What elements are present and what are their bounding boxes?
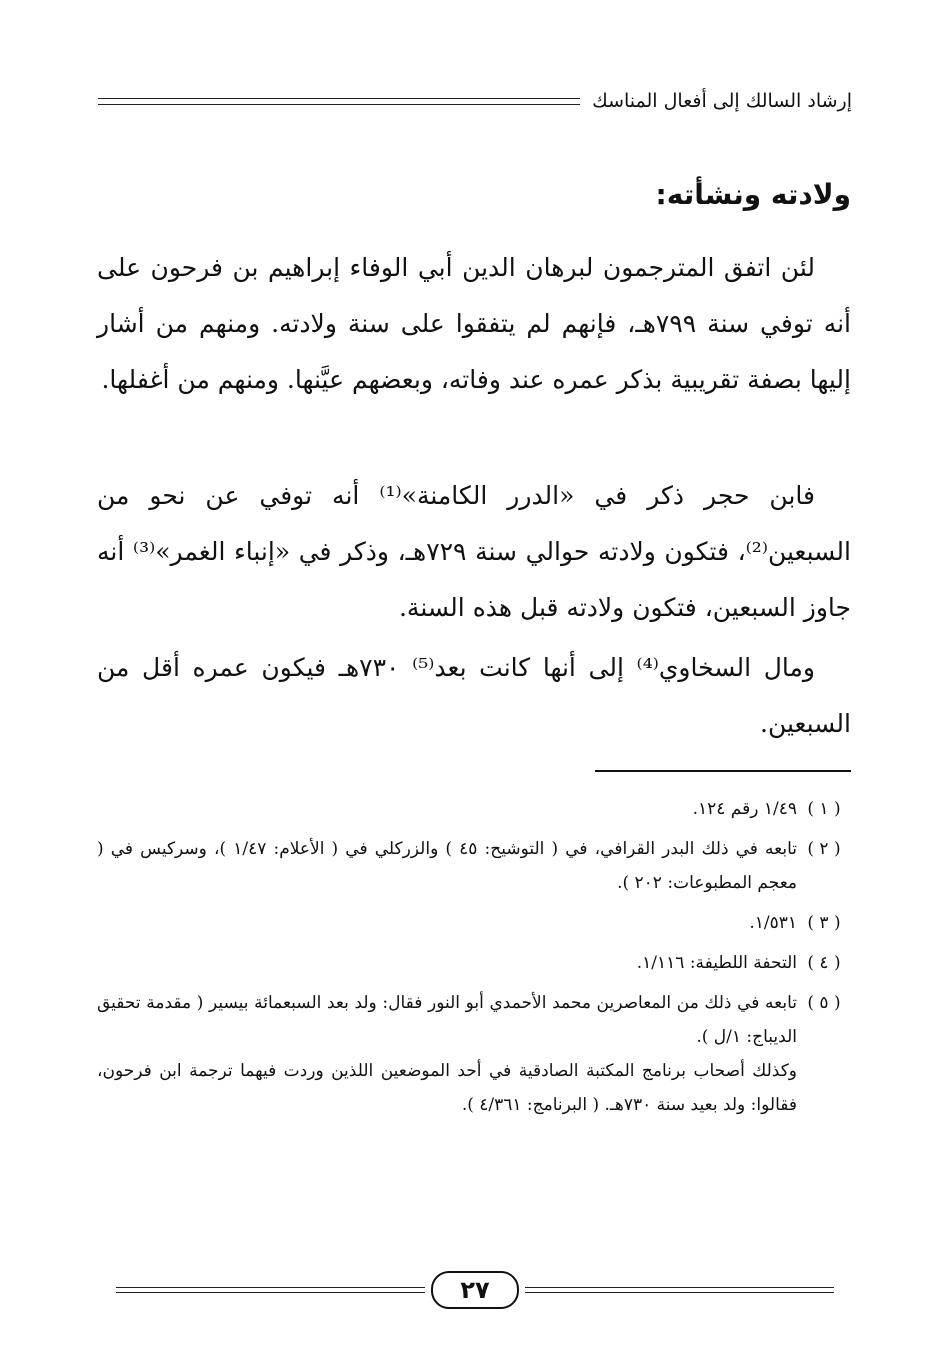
footnote-number: ( ٣ ) bbox=[807, 913, 841, 933]
footnote-line: ١/٤٩ رقم ١٢٤. bbox=[692, 799, 797, 819]
footnote-text bbox=[97, 906, 797, 940]
page-footer bbox=[116, 1272, 834, 1308]
footnote-line: وكذلك أصحاب برنامج المكتبة الصادقية في أحد الموضعين اللذين وردت فيهما ترجمة ابن فرحون، فقالوا: ولد بعيد سنة ٧٣٠هـ. ( البرنامج: ٤/٣٦١ ). bbox=[97, 1061, 797, 1115]
footnotes bbox=[97, 792, 851, 1128]
footnote-text bbox=[97, 832, 797, 900]
paragraph-text: فابن حجر ذكر في «الدرر الكامنة»⁽¹⁾ أنه توفي عن نحو من السبعين⁽²⁾، فتكون ولادته حوالي سنة ٧٢٩هـ، وذكر في «إنباء الغمر»⁽³⁾ أنه جاوز السبعين، فتكون ولادته قبل هذه السنة. bbox=[97, 481, 851, 622]
footnote-number: ( ١ ) bbox=[807, 799, 841, 819]
page-number: ٢٧ bbox=[431, 1271, 519, 1309]
section-heading: ولادته ونشأته: bbox=[655, 178, 851, 211]
body-paragraph-3 bbox=[97, 640, 851, 752]
footnote-number: ( ٤ ) bbox=[807, 953, 841, 973]
footnote-4 bbox=[97, 946, 851, 980]
running-header bbox=[98, 86, 852, 116]
footnote-text bbox=[97, 946, 797, 980]
footnote-text bbox=[97, 986, 797, 1122]
footnote-1 bbox=[97, 792, 851, 826]
footnote-text bbox=[97, 792, 797, 826]
footnote-number: ( ٢ ) bbox=[807, 839, 841, 859]
paragraph-text: ومال السخاوي⁽⁴⁾ إلى أنها كانت بعد⁽⁵⁾ ٧٣٠هـ فيكون عمره أقل من السبعين. bbox=[97, 653, 851, 738]
header-rule bbox=[98, 98, 580, 105]
footnote-5 bbox=[97, 986, 851, 1122]
footnote-line: تابعه في ذلك البدر القرافي، في ( التوشيح: ٤٥ ) والزركلي في ( الأعلام: ١/٤٧ )، وسركيس في ( معجم المطبوعات: ٢٠٢ ). bbox=[97, 839, 797, 893]
footnote-number: ( ٥ ) bbox=[807, 993, 841, 1013]
footnote-line: ١/٥٣١. bbox=[749, 913, 797, 933]
footer-rule-right bbox=[525, 1287, 834, 1293]
footnote-line: تابعه في ذلك من المعاصرين محمد الأحمدي أبو النور فقال: ولد بعد السبعمائة بيسير ( مقدمة تحقيق الديباج: ١/ل ). bbox=[97, 993, 797, 1047]
footnote-separator bbox=[595, 770, 851, 772]
body-paragraph-2 bbox=[97, 468, 851, 636]
paragraph-text: لئن اتفق المترجمون لبرهان الدين أبي الوفاء إبراهيم بن فرحون على أنه توفي سنة ٧٩٩هـ، فإنهم لم يتفقوا على سنة ولادته. ومنهم من أشار إليها بصفة تقريبية بذكر عمره عند وفاته، وبعضهم عيَّنها. ومنهم من أغفلها. bbox=[97, 253, 851, 394]
footnote-line: التحفة اللطيفة: ١/١١٦. bbox=[636, 953, 797, 973]
footer-rule-left bbox=[116, 1287, 425, 1293]
body-paragraph-1 bbox=[97, 240, 851, 408]
running-title: إرشاد السالك إلى أفعال المناسك bbox=[592, 90, 852, 112]
footnote-2 bbox=[97, 832, 851, 900]
footnote-3 bbox=[97, 906, 851, 940]
